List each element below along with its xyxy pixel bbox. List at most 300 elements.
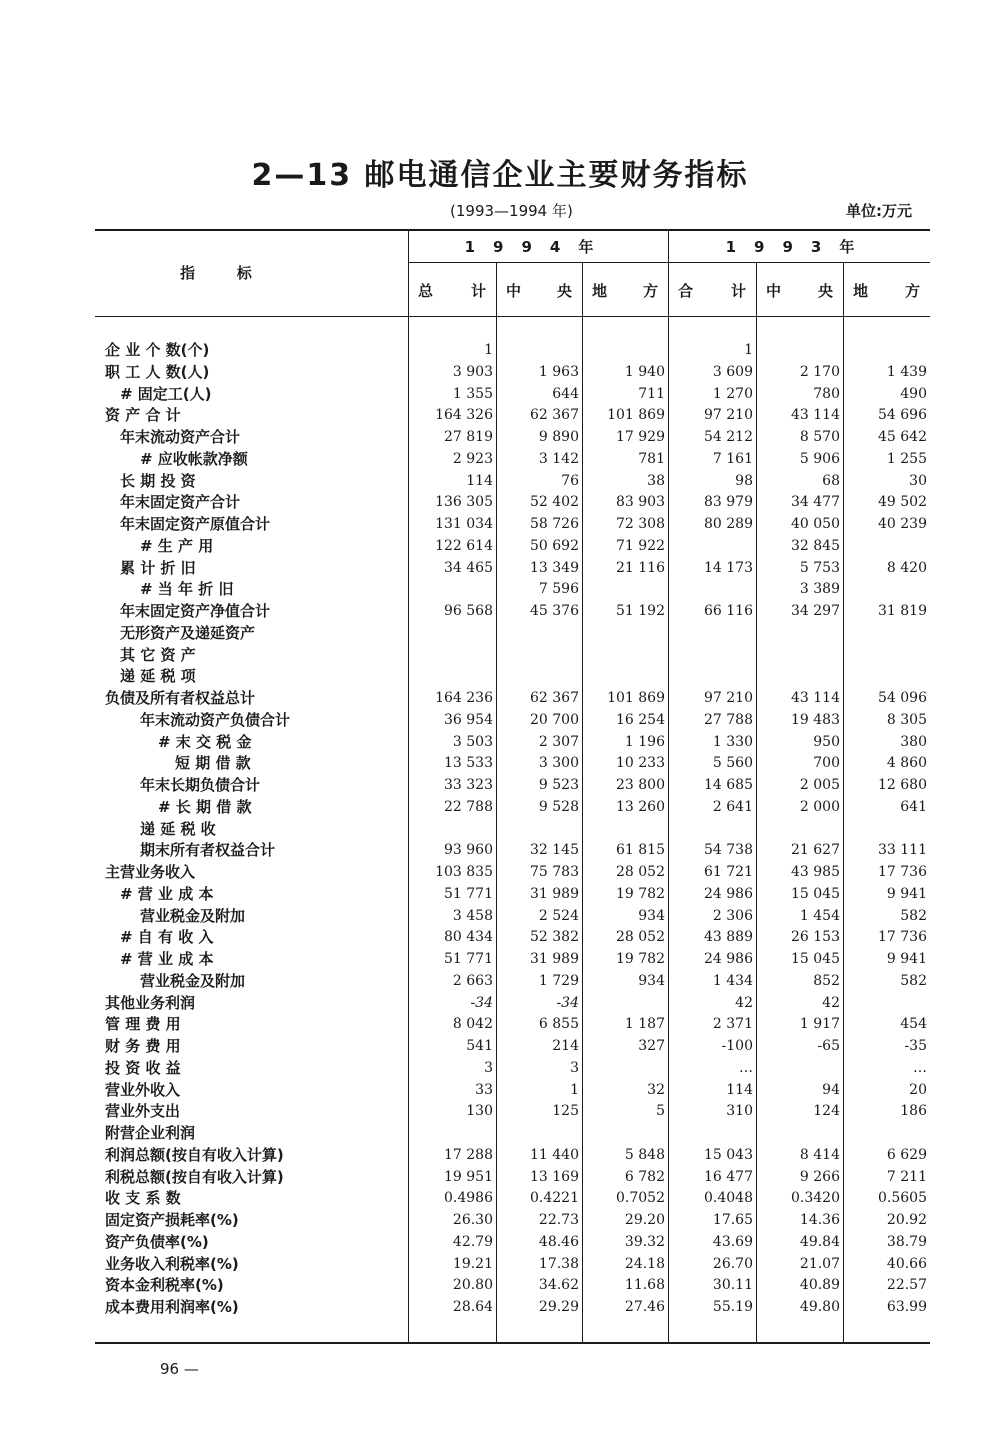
cell-value: 20 700 (530, 711, 579, 728)
cell-value: 13 349 (530, 559, 579, 576)
cell-value: 541 (466, 1038, 493, 1054)
cell-value: 54 696 (878, 407, 927, 424)
row-label: # 应收帐款净额 (140, 449, 248, 468)
cell-value: 38 (647, 472, 665, 489)
cell-value: 14 173 (704, 559, 753, 576)
cell-value: 19 782 (616, 885, 665, 902)
cell-value: 61 721 (704, 864, 753, 880)
table-row (0, 732, 1000, 754)
cell-value: 23 800 (616, 777, 665, 793)
cell-value: 43 114 (791, 690, 840, 706)
year-1994-header: 1994年 (464, 238, 612, 256)
cell-value: 20.80 (452, 1277, 493, 1294)
cell-value: 66 116 (704, 603, 753, 619)
table-row (0, 927, 1000, 949)
cell-value: 51 771 (444, 951, 493, 967)
table-row (0, 623, 1000, 645)
cell-value: 24 986 (704, 885, 753, 902)
table-row (0, 384, 1000, 406)
cell-value: 164 326 (435, 407, 493, 424)
table-row (0, 1014, 1000, 1036)
cell-value: 72 308 (616, 516, 665, 532)
cell-value: 40.89 (799, 1277, 840, 1294)
table-row (0, 1145, 1000, 1167)
cell-value: 19 483 (791, 711, 840, 728)
cell-value: 17.38 (538, 1255, 579, 1272)
cell-value: 49.84 (799, 1233, 840, 1250)
cell-value: 30 (909, 472, 927, 489)
cell-value: 17 736 (878, 929, 927, 946)
cell-value: 1 (570, 1081, 579, 1098)
table-row (0, 601, 1000, 623)
cell-value: 781 (638, 450, 665, 467)
cell-value: 16 254 (616, 711, 665, 728)
cell-value: 97 210 (704, 690, 753, 706)
cell-value: 27.46 (624, 1299, 665, 1315)
cell-value: 43 889 (704, 929, 753, 946)
cell-value: 43.69 (712, 1233, 753, 1250)
row-label: 收 支 系 数 (105, 1189, 181, 1208)
cell-value: 13 260 (616, 798, 665, 815)
row-label: 企 业 个 数(个) (105, 341, 210, 359)
row-label: 投 资 收 益 (105, 1058, 181, 1077)
cell-value: 8 420 (886, 559, 927, 576)
cell-value: 1 439 (886, 363, 927, 380)
cell-value: 124 (813, 1103, 840, 1120)
cell-value: 3 458 (452, 907, 493, 924)
table-row (0, 1058, 1000, 1080)
cell-value: 39.32 (624, 1233, 665, 1250)
cell-value: 9 890 (538, 429, 579, 445)
cell-value: 31 989 (530, 885, 579, 902)
cell-value: 83 979 (704, 494, 753, 511)
cell-value: 42.79 (452, 1233, 493, 1250)
table-row (0, 775, 1000, 797)
cell-value: 700 (813, 755, 840, 772)
cell-value: 34.62 (538, 1277, 579, 1294)
cell-value: 98 (735, 472, 753, 489)
row-label: 营业外收入 (105, 1080, 181, 1099)
cell-value: 32 145 (530, 842, 579, 859)
cell-value: 21 627 (791, 842, 840, 859)
cell-value: 12 680 (878, 777, 927, 793)
cell-value: 26.30 (452, 1212, 493, 1228)
table-row (0, 536, 1000, 558)
indicator-header: 指 标 (180, 264, 252, 282)
cell-value: 32 845 (791, 537, 840, 554)
table-row (0, 993, 1000, 1015)
table-row (0, 1167, 1000, 1189)
cell-value: 2 000 (799, 798, 840, 815)
cell-value: 8 305 (886, 711, 927, 728)
cell-value: 1 917 (799, 1016, 840, 1033)
cell-value: 54 738 (704, 842, 753, 859)
page-title: 2—13 邮电通信企业主要财务指标 (251, 158, 749, 193)
row-label: 年末固定资产净值合计 (120, 602, 271, 620)
table-row (0, 949, 1000, 971)
cell-value: 3 503 (452, 733, 493, 750)
cell-value: 16 477 (704, 1168, 753, 1185)
cell-value: 1 (744, 342, 753, 358)
cell-value: 55.19 (712, 1299, 753, 1315)
table-row (0, 579, 1000, 601)
cell-value: 2 307 (538, 733, 579, 750)
year-divider-rule (408, 262, 930, 263)
table-row (0, 1254, 1000, 1276)
cell-value: 52 382 (530, 929, 579, 946)
cell-value: 34 297 (791, 603, 840, 619)
cell-value: 6 629 (886, 1146, 927, 1163)
cell-value: -100 (721, 1038, 753, 1054)
row-label: 年末流动资产负债合计 (140, 710, 291, 729)
cell-value: 27 819 (444, 429, 493, 445)
row-label: 主营业务收入 (105, 863, 196, 881)
cell-value: 2 524 (538, 907, 579, 924)
row-label: # 生 产 用 (140, 536, 214, 555)
cell-value: 22.73 (538, 1212, 579, 1228)
cell-value: 54 096 (878, 690, 927, 706)
table-row (0, 427, 1000, 449)
subheader-char: 计 (470, 282, 486, 300)
cell-value: 75 783 (530, 864, 579, 880)
row-label: 管 理 费 用 (105, 1015, 181, 1034)
cell-value: 1 963 (538, 363, 579, 380)
cell-value: 48.46 (538, 1233, 579, 1250)
row-label: 利税总额(按自有收入计算) (105, 1167, 284, 1186)
cell-value: 51 192 (616, 603, 665, 619)
table-row (0, 971, 1000, 993)
subheader-central-1993 (756, 280, 843, 301)
table-row (0, 340, 1000, 362)
cell-value: 136 305 (435, 494, 493, 511)
subheader-char: 总 (418, 282, 434, 300)
row-label: 年末固定资产合计 (120, 493, 241, 512)
cell-value: 43 985 (791, 864, 840, 880)
row-label: # 营 业 成 本 (120, 884, 214, 903)
row-label: 年末流动资产合计 (120, 428, 241, 446)
cell-value: 68 (822, 472, 840, 489)
cell-value: 934 (638, 907, 665, 924)
table-row (0, 862, 1000, 884)
cell-value: 582 (900, 972, 927, 989)
cell-value: 164 236 (435, 690, 493, 706)
cell-value: 13 169 (530, 1168, 579, 1185)
table-row (0, 884, 1000, 906)
cell-value: 327 (638, 1038, 665, 1054)
cell-value: 1 (484, 342, 493, 358)
row-label: 年末长期负债合计 (140, 776, 261, 794)
table-row (0, 819, 1000, 841)
row-label: 其他业务利润 (105, 993, 196, 1012)
cell-value: 62 367 (530, 407, 579, 424)
cell-value: 28.64 (452, 1299, 493, 1315)
row-label: # 固定工(人) (120, 384, 212, 403)
subheader-total-1994 (408, 280, 496, 301)
table-row (0, 362, 1000, 384)
cell-value: -65 (817, 1038, 840, 1054)
cell-value: -34 (556, 994, 579, 1011)
subheader-char: 央 (817, 282, 833, 300)
table-row (0, 471, 1000, 493)
cell-value: 17.65 (712, 1212, 753, 1228)
row-label: 资本金利税率(%) (105, 1276, 224, 1295)
table-row (0, 514, 1000, 536)
cell-value: 42 (735, 994, 753, 1011)
cell-value: 36 954 (444, 711, 493, 728)
cell-value: 103 835 (435, 864, 493, 880)
cell-value: 8 570 (799, 429, 840, 445)
cell-value: 58 726 (530, 516, 579, 532)
cell-value: 3 (484, 1059, 493, 1076)
cell-value: 27 788 (704, 711, 753, 728)
cell-value: 114 (466, 472, 493, 489)
table-row (0, 645, 1000, 667)
cell-value: 5 560 (712, 755, 753, 772)
cell-value: 62 367 (530, 690, 579, 706)
cell-value: 13 533 (444, 755, 493, 772)
cell-value: 950 (813, 733, 840, 750)
cell-value: 9 941 (886, 885, 927, 902)
cell-value: 9 941 (886, 951, 927, 967)
cell-value: 9 523 (538, 777, 579, 793)
row-label: 财 务 费 用 (105, 1037, 181, 1055)
cell-value: 2 170 (799, 363, 840, 380)
year-range: (1993—1994 年) (450, 202, 573, 220)
cell-value: 49.80 (799, 1299, 840, 1315)
cell-value: 42 (822, 994, 840, 1011)
cell-value: 310 (726, 1103, 753, 1120)
cell-value: 34 465 (444, 559, 493, 576)
cell-value: 3 389 (799, 581, 840, 598)
cell-value: 7 161 (712, 450, 753, 467)
cell-value: 24.18 (624, 1255, 665, 1272)
row-label: # 末 交 税 金 (158, 732, 252, 751)
cell-value: 5 (656, 1103, 665, 1120)
cell-value: 20.92 (886, 1212, 927, 1228)
cell-value: 80 434 (444, 929, 493, 946)
cell-value: 1 270 (712, 385, 753, 402)
row-label: 营业税金及附加 (140, 906, 246, 925)
row-label: 期末所有者权益合计 (140, 841, 276, 860)
row-label: 资产负债率(%) (105, 1232, 209, 1251)
cell-value: 1 355 (452, 385, 493, 402)
cell-value: 3 903 (452, 363, 493, 380)
cell-value: 30.11 (712, 1277, 753, 1294)
table-row (0, 405, 1000, 427)
cell-value: 9 528 (538, 798, 579, 815)
cell-value: 644 (552, 385, 579, 402)
cell-value: 1 729 (538, 972, 579, 989)
cell-value: 50 692 (530, 537, 579, 554)
cell-value: 51 771 (444, 885, 493, 902)
cell-value: 21 116 (616, 559, 665, 576)
cell-value: 934 (638, 972, 665, 989)
cell-value: -34 (470, 994, 493, 1011)
cell-value: 61 815 (616, 842, 665, 859)
cell-value: 29.20 (624, 1212, 665, 1228)
cell-value: 45 376 (530, 603, 579, 619)
cell-value: 101 869 (607, 407, 665, 424)
row-label: # 长 期 借 款 (158, 797, 252, 816)
table-bottom-rule (95, 1342, 930, 1344)
cell-value: 1 187 (624, 1016, 665, 1033)
cell-value: 1 255 (886, 450, 927, 467)
cell-value: 14 685 (704, 777, 753, 793)
subheader-total-1993 (668, 280, 756, 301)
cell-value: 125 (552, 1103, 579, 1120)
cell-value: 2 663 (452, 972, 493, 989)
cell-value: 40 239 (878, 516, 927, 532)
cell-value: 21.07 (799, 1255, 840, 1272)
cell-value: 71 922 (616, 537, 665, 554)
cell-value: 10 233 (616, 755, 665, 772)
cell-value: 0.5605 (878, 1190, 927, 1207)
cell-value: 5 848 (624, 1146, 665, 1163)
row-label: 职 工 人 数(人) (105, 362, 210, 381)
cell-value: -35 (904, 1038, 927, 1054)
cell-value: 2 371 (712, 1016, 753, 1033)
cell-value: 11 440 (530, 1146, 579, 1163)
cell-value: 31 989 (530, 951, 579, 967)
table-row (0, 449, 1000, 471)
cell-value: 63.99 (886, 1299, 927, 1315)
row-label: 营业税金及附加 (140, 971, 246, 990)
cell-value: 3 300 (538, 755, 579, 772)
cell-value: 582 (900, 907, 927, 924)
cell-value: 97 210 (704, 407, 753, 424)
cell-value: 93 960 (444, 842, 493, 859)
cell-value: 20 (909, 1081, 927, 1098)
cell-value: 15 045 (791, 951, 840, 967)
cell-value: 28 052 (616, 929, 665, 946)
cell-value: 26 153 (791, 929, 840, 946)
row-label: 长 期 投 资 (120, 471, 196, 490)
row-label: 负债及所有者权益总计 (105, 689, 256, 707)
cell-value: 0.7052 (616, 1190, 665, 1207)
cell-value: 8 414 (799, 1146, 840, 1163)
cell-value: 5 906 (799, 450, 840, 467)
cell-value: 0.4048 (704, 1190, 753, 1207)
row-label: 年末固定资产原值合计 (120, 515, 271, 533)
cell-value: 22 788 (444, 798, 493, 815)
cell-value: 2 306 (712, 907, 753, 924)
cell-value: 80 289 (704, 516, 753, 532)
cell-value: 114 (726, 1081, 753, 1098)
cell-value: 22.57 (886, 1277, 927, 1294)
cell-value: 0.4221 (530, 1190, 579, 1207)
cell-value: 122 614 (435, 537, 493, 554)
cell-value: 711 (638, 385, 665, 402)
row-label: # 当 年 折 旧 (140, 580, 234, 599)
cell-value: 19.21 (452, 1255, 493, 1272)
table-row (0, 1036, 1000, 1058)
cell-value: 54 212 (704, 429, 753, 445)
table-row (0, 666, 1000, 688)
cell-value: 15 043 (704, 1146, 753, 1163)
cell-value: 130 (466, 1103, 493, 1120)
subheader-char: 中 (506, 282, 522, 300)
row-label: 其 它 资 产 (120, 645, 196, 664)
table-row (0, 1275, 1000, 1297)
cell-value: … (739, 1059, 753, 1076)
cell-value: 28 052 (616, 864, 665, 880)
cell-value: 3 609 (712, 363, 753, 380)
cell-value: 380 (900, 733, 927, 750)
cell-value: 11.68 (624, 1277, 665, 1294)
cell-value: 52 402 (530, 494, 579, 511)
subheader-char: 地 (592, 282, 608, 300)
cell-value: 7 596 (538, 581, 579, 598)
unit-label: 单位:万元 (846, 202, 912, 220)
row-label: 成本费用利润率(%) (105, 1298, 239, 1316)
table-row (0, 1297, 1000, 1319)
cell-value: 454 (900, 1016, 927, 1033)
cell-value: … (913, 1059, 927, 1076)
table-row (0, 688, 1000, 710)
subheader-char: 央 (556, 282, 572, 300)
table-row (0, 1123, 1000, 1145)
row-label: # 自 有 收 入 (120, 928, 214, 947)
cell-value: 2 005 (799, 777, 840, 793)
year-1993-header: 1993年 (725, 238, 873, 256)
subheader-char: 中 (766, 282, 782, 300)
table-row (0, 797, 1000, 819)
cell-value: 83 903 (616, 494, 665, 511)
table-row (0, 1210, 1000, 1232)
table-row (0, 1188, 1000, 1210)
cell-value: 33 111 (878, 842, 927, 859)
cell-value: 40.66 (886, 1255, 927, 1272)
cell-value: 9 266 (799, 1168, 840, 1185)
cell-value: 6 782 (624, 1168, 665, 1185)
cell-value: 15 045 (791, 885, 840, 902)
cell-value: 8 042 (452, 1016, 493, 1033)
cell-value: 19 782 (616, 951, 665, 967)
row-label: 固定资产损耗率(%) (105, 1211, 239, 1229)
table-row (0, 1101, 1000, 1123)
cell-value: 0.4986 (444, 1190, 493, 1207)
table-row (0, 558, 1000, 580)
cell-value: 49 502 (878, 494, 927, 511)
cell-value: 33 323 (444, 777, 493, 793)
cell-value: 32 (647, 1081, 665, 1098)
header-bottom-rule (95, 316, 930, 317)
subheader-char: 合 (678, 282, 694, 300)
cell-value: 17 929 (616, 429, 665, 445)
table-row (0, 906, 1000, 928)
cell-value: 1 940 (624, 363, 665, 380)
cell-value: 17 736 (878, 864, 927, 880)
cell-value: 33 (475, 1081, 493, 1098)
row-label: 无形资产及递延资产 (120, 623, 256, 642)
cell-value: 31 819 (878, 603, 927, 619)
subheader-char: 地 (853, 282, 869, 300)
table-row (0, 710, 1000, 732)
row-label: 短 期 借 款 (175, 754, 251, 773)
row-label: 利润总额(按自有收入计算) (105, 1145, 284, 1164)
row-label: 递 延 税 收 (140, 819, 216, 838)
cell-value: 17 288 (444, 1146, 493, 1163)
subheader-local-1994 (582, 280, 668, 301)
cell-value: 780 (813, 385, 840, 402)
cell-value: 852 (813, 972, 840, 989)
cell-value: 76 (561, 472, 579, 489)
subheader-char: 方 (642, 282, 658, 300)
cell-value: 24 986 (704, 951, 753, 967)
subheader-char: 计 (730, 282, 746, 300)
row-label: 附营企业利润 (105, 1124, 196, 1142)
cell-value: 6 855 (538, 1016, 579, 1033)
